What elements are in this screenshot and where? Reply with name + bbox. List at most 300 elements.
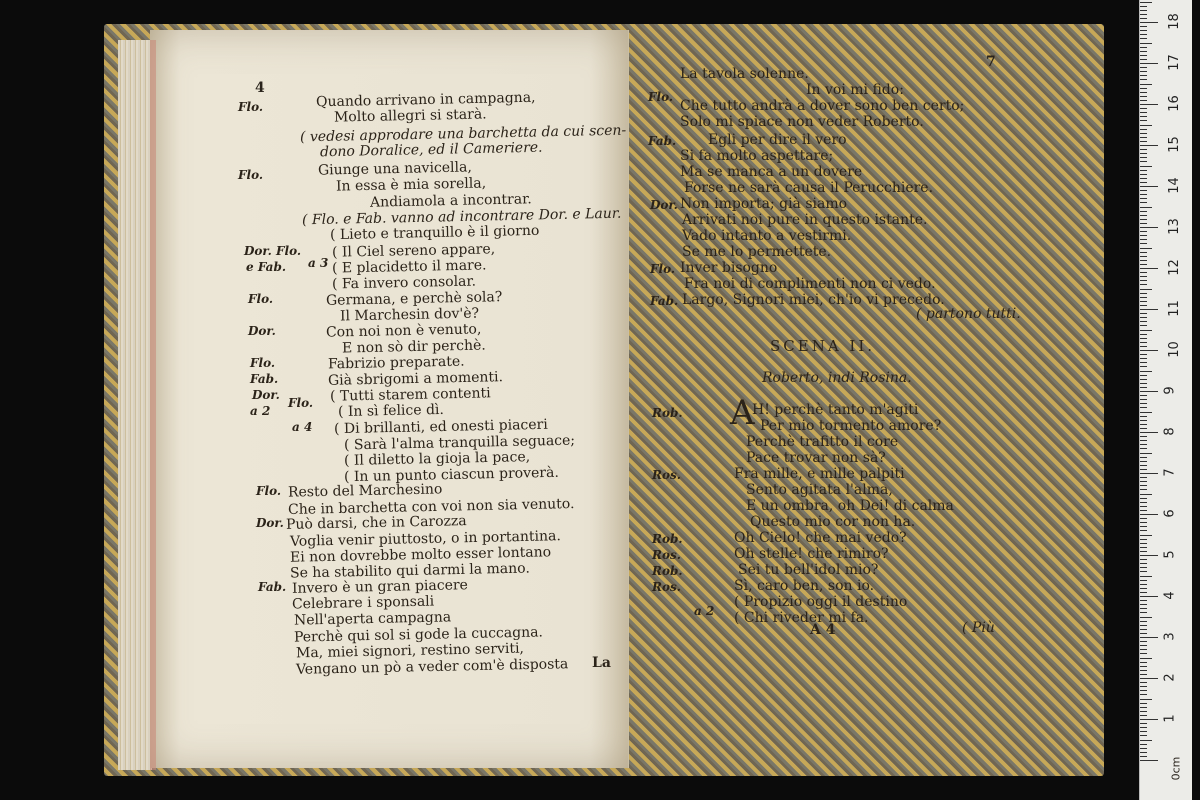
right-text-line: Roberto, indi Rosina. (762, 370, 912, 386)
left-speaker-label: a 3 (308, 256, 329, 270)
left-text-line: Con noi non è venuto, (325, 321, 482, 341)
ruler-tick (1140, 387, 1147, 388)
ruler-number: 9 (1162, 386, 1178, 395)
ruler-tick (1140, 166, 1152, 167)
ruler-tick (1140, 424, 1147, 425)
left-text-line: ( Sarà l'alma tranquilla seguace; (343, 432, 576, 454)
left-text-line: Invero è un gran piacere (291, 577, 469, 597)
ruler-tick (1140, 444, 1147, 445)
left-speaker-label: Flo. (238, 100, 264, 114)
left-speaker-label: Flo. (256, 484, 282, 498)
ruler-number: 17 (1166, 54, 1182, 71)
ruler-tick (1140, 436, 1147, 437)
left-text-line: ( Flo. e Fab. vanno ad incontrare Dor. e Laur. (301, 205, 622, 229)
ruler-tick (1140, 559, 1147, 560)
ruler-tick (1140, 256, 1147, 257)
left-text-line: Quando arrivano in campagna, (315, 89, 536, 111)
left-text-line: ( Fa invero consolar. (331, 273, 477, 293)
ruler-tick (1140, 690, 1147, 691)
ruler-tick (1140, 104, 1158, 105)
ruler-tick (1140, 600, 1147, 601)
ruler-tick (1140, 645, 1147, 646)
right-text-line: Fra noi di complimenti non ci vedo. (684, 276, 936, 292)
right-text-line: ( Propizio oggi il destino (734, 594, 908, 610)
right-speaker-label: Ros. (652, 580, 681, 594)
ruler-tick (1140, 448, 1147, 449)
ruler-tick (1140, 129, 1147, 130)
ruler-tick (1140, 653, 1147, 654)
ruler-tick (1140, 682, 1147, 683)
right-text-line: Oh Cielo! che mai vedo? (734, 530, 907, 546)
left-text-line: Resto del Marchesino (287, 481, 443, 501)
ruler-tick (1140, 96, 1147, 97)
ruler-tick (1140, 694, 1147, 695)
left-text-line: ( Tutti starem contenti (329, 385, 491, 405)
ruler-tick (1140, 264, 1147, 265)
ruler-tick (1140, 440, 1147, 441)
ruler-tick (1140, 6, 1147, 7)
ruler-tick (1140, 514, 1158, 515)
ruler-tick (1140, 498, 1147, 499)
ruler-tick (1140, 63, 1158, 64)
ruler-number: 3 (1162, 632, 1178, 641)
ruler-tick (1140, 276, 1147, 277)
right-text-line: ( Più (962, 620, 995, 636)
ruler-tick (1140, 407, 1147, 408)
ruler-tick (1140, 182, 1147, 183)
ruler-tick (1140, 379, 1147, 380)
right-text-line: Questo mio cor non ha. (750, 514, 916, 530)
page-edges (118, 40, 152, 770)
ruler-tick (1140, 141, 1147, 142)
right-text-line: Non importa; già siamo (680, 196, 848, 212)
ruler-number: 1 (1162, 714, 1178, 723)
ruler-tick (1140, 416, 1147, 417)
right-speaker-label: Flo. (648, 90, 674, 104)
ruler-tick (1140, 748, 1147, 749)
ruler-unit: 0cm (1169, 756, 1183, 781)
ruler-number: 14 (1166, 177, 1182, 194)
ruler-tick (1140, 157, 1147, 158)
ruler-tick (1140, 47, 1147, 48)
ruler-tick (1140, 231, 1147, 232)
ruler-tick (1140, 457, 1147, 458)
left-text-line: Giunge una navicella, (317, 159, 473, 179)
ruler-tick (1140, 223, 1147, 224)
ruler-tick (1140, 621, 1147, 622)
ruler-tick (1140, 686, 1147, 687)
ruler-tick (1140, 494, 1152, 495)
right-text-line: Per mio tormento amore? (760, 418, 942, 434)
left-text-line: Ma, miei signori, restino serviti, (295, 640, 525, 662)
ruler-tick (1140, 71, 1147, 72)
ruler-number: 10 (1166, 341, 1182, 358)
ruler-tick (1140, 67, 1147, 68)
ruler-tick (1140, 59, 1147, 60)
ruler-tick (1140, 662, 1147, 663)
ruler-tick (1140, 198, 1147, 199)
ruler-tick (1140, 678, 1158, 679)
left-text-line: Nell'aperta campagna (293, 609, 452, 629)
left-speaker-label: Flo. (238, 168, 264, 182)
ruler-tick (1140, 477, 1147, 478)
ruler-number: 15 (1166, 136, 1182, 153)
left-text-line: Vengano un pò a veder com'è disposta (295, 656, 569, 678)
ruler-tick (1140, 112, 1147, 113)
ruler-tick (1140, 313, 1147, 314)
ruler-tick (1140, 92, 1147, 93)
right-speaker-label: Rob. (652, 406, 683, 420)
ruler-tick (1140, 563, 1147, 564)
right-text-line: Inver bisogno (680, 260, 778, 276)
ruler-tick (1140, 473, 1158, 474)
left-text-line: Celebrare i sponsali (291, 593, 435, 613)
ruler-tick (1140, 26, 1147, 27)
ruler-tick (1140, 186, 1158, 187)
ruler-tick (1140, 711, 1147, 712)
ruler-tick (1140, 297, 1147, 298)
ruler-tick (1140, 580, 1147, 581)
ruler-tick (1140, 633, 1147, 634)
left-text-line: ( Di brillanti, ed onesti piaceri (333, 416, 548, 438)
ruler-tick (1140, 526, 1147, 527)
right-text-line: Oh stelle! che rimiro? (734, 546, 889, 562)
ruler-tick (1140, 125, 1152, 126)
ruler-tick (1140, 395, 1147, 396)
ruler-tick (1140, 465, 1147, 466)
ruler-tick (1140, 744, 1147, 745)
ruler-tick (1140, 120, 1147, 121)
right-text-line: Fra mille, e mille palpiti (734, 466, 905, 482)
ruler-number: 11 (1166, 300, 1182, 317)
right-text-line: Se me lo permettete. (682, 244, 832, 260)
right-text-line: Che tutto andrà a dover sono ben certo; (680, 98, 965, 114)
right-text-line: Vado intanto a vestirmi. (682, 228, 852, 244)
ruler-tick (1140, 481, 1147, 482)
ruler-tick (1140, 116, 1147, 117)
ruler-tick (1140, 571, 1147, 572)
ruler-tick (1140, 248, 1152, 249)
left-text-line: Germana, e perchè sola? (325, 289, 503, 309)
ruler-tick (1140, 637, 1158, 638)
ruler-tick (1140, 674, 1147, 675)
left-speaker-label: a 4 (292, 420, 313, 434)
left-text-line: ( In un punto ciascun proverà. (343, 464, 559, 486)
right-text-line: Perchè trafitto il core (746, 434, 899, 450)
ruler-tick (1140, 170, 1147, 171)
ruler-tick (1140, 658, 1152, 659)
right-text-line: H! perchè tanto m'agiti (752, 402, 919, 418)
ruler-tick (1140, 412, 1152, 413)
left-speaker-label: e Fab. (246, 260, 287, 274)
ruler-tick (1140, 727, 1147, 728)
ruler-tick (1140, 699, 1152, 700)
left-speaker-label: Fab. (250, 372, 279, 386)
ruler-tick (1140, 219, 1147, 220)
ruler-tick (1140, 243, 1147, 244)
ruler-tick (1140, 133, 1147, 134)
left-text-line: ( Il Ciel sereno appare, (331, 241, 496, 261)
ruler-tick (1140, 84, 1152, 85)
ruler-tick (1140, 567, 1147, 568)
ruler-tick (1140, 362, 1147, 363)
ruler-tick (1140, 735, 1147, 736)
ruler-tick (1140, 592, 1147, 593)
ruler-tick (1140, 535, 1152, 536)
ruler-tick (1140, 629, 1147, 630)
ruler-tick (1140, 731, 1147, 732)
ruler-tick (1140, 649, 1147, 650)
measuring-ruler (1139, 0, 1192, 800)
ruler-tick (1140, 153, 1147, 154)
right-speaker-label: Fab. (650, 294, 679, 308)
ruler-tick (1140, 10, 1147, 11)
ruler-tick (1140, 350, 1158, 351)
left-text-line: ( In sì felice dì. (337, 401, 445, 421)
ruler-tick (1140, 358, 1147, 359)
ruler-tick (1140, 239, 1147, 240)
ruler-number: 2 (1162, 673, 1178, 682)
ruler-tick (1140, 108, 1147, 109)
ruler-tick (1140, 403, 1147, 404)
ruler-number: 5 (1162, 550, 1178, 559)
ruler-tick (1140, 161, 1147, 162)
left-speaker-label: a 2 (250, 404, 271, 418)
ruler-tick (1140, 194, 1147, 195)
ruler-tick (1140, 227, 1158, 228)
ruler-tick (1140, 391, 1158, 392)
right-text-line: La tavola solenne. (680, 66, 809, 82)
ruler-tick (1140, 502, 1147, 503)
ruler-tick (1140, 608, 1147, 609)
right-text-line: A 4 (810, 622, 836, 638)
ruler-tick (1140, 43, 1152, 44)
left-speaker-label: Flo. (250, 356, 276, 370)
ruler-tick (1140, 289, 1152, 290)
right-speaker-label: Rob. (652, 564, 683, 578)
ruler-tick (1140, 371, 1152, 372)
right-text-line: Sì, caro ben, son io. (734, 578, 875, 594)
ruler-number: 13 (1166, 218, 1182, 235)
ruler-tick (1140, 284, 1147, 285)
ruler-tick (1140, 301, 1147, 302)
right-speaker-label: Ros. (652, 548, 681, 562)
ruler-tick (1140, 354, 1147, 355)
ruler-tick (1140, 190, 1147, 191)
left-corner-mark: 4 (255, 80, 265, 96)
right-text-line: E un ombra, oh Dei! di calma (746, 498, 954, 514)
left-speaker-label: Fab. (258, 580, 287, 594)
ruler-tick (1140, 207, 1152, 208)
ruler-tick (1140, 22, 1158, 23)
ruler-tick (1140, 420, 1147, 421)
ruler-tick (1140, 235, 1147, 236)
ruler-tick (1140, 38, 1147, 39)
left-text-line: ( Il diletto la gioja la pace, (343, 449, 531, 469)
ruler-tick (1140, 723, 1147, 724)
left-speaker-label: Dor. (256, 516, 284, 530)
ruler-tick (1140, 576, 1152, 577)
ruler-tick (1140, 551, 1147, 552)
ruler-tick (1140, 145, 1158, 146)
ruler-tick (1140, 485, 1147, 486)
ruler-tick (1140, 272, 1147, 273)
ruler-tick (1140, 612, 1147, 613)
ruler-number: 16 (1166, 95, 1182, 112)
right-text-line: Arrivati noi pure in questo istante. (682, 212, 928, 228)
ruler-number: 7 (1162, 468, 1178, 477)
right-text-line: Si fa molto aspettare; (680, 148, 834, 164)
ruler-tick (1140, 641, 1147, 642)
ruler-tick (1140, 178, 1147, 179)
ruler-tick (1140, 51, 1147, 52)
ruler-tick (1140, 366, 1147, 367)
ruler-tick (1140, 543, 1147, 544)
left-text-line: Ei non dovrebbe molto esser lontano (289, 544, 552, 566)
right-text-line: Sento agitata l'alma, (746, 482, 893, 498)
ruler-tick (1140, 338, 1147, 339)
left-text-line: Voglia venir piuttosto, o in portantina. (289, 528, 562, 550)
ruler-number: 12 (1166, 259, 1182, 276)
ruler-tick (1140, 252, 1147, 253)
right-text-line: Forse ne sarà causa il Perucchiere. (684, 180, 934, 196)
ruler-tick (1140, 453, 1152, 454)
ruler-tick (1140, 330, 1152, 331)
left-text-line: dono Doralice, ed il Cameriere. (319, 139, 543, 161)
ruler-tick (1140, 547, 1147, 548)
ruler-tick (1140, 211, 1147, 212)
ruler-tick (1140, 617, 1152, 618)
ruler-tick (1140, 510, 1147, 511)
ruler-tick (1140, 79, 1147, 80)
ruler-tick (1140, 334, 1147, 335)
left-speaker-label: Dor. (248, 324, 276, 338)
ruler-tick (1140, 703, 1147, 704)
ruler-tick (1140, 280, 1147, 281)
ruler-tick (1140, 346, 1147, 347)
ruler-tick (1140, 305, 1147, 306)
left-text-line: Può darsi, che in Carozza (285, 513, 467, 533)
left-text-line: In essa è mia sorella, (335, 175, 487, 195)
right-text-line: ( Chi riveder mi fa. (734, 610, 869, 626)
ruler-tick (1140, 34, 1147, 35)
ruler-tick (1140, 2, 1152, 3)
right-text-line: Sei tu bell'idol mio? (738, 562, 879, 578)
ruler-tick (1140, 399, 1147, 400)
right-text-line: Pace trovar non sà? (746, 450, 886, 466)
page-edge-stain (150, 40, 156, 770)
ruler-tick (1140, 428, 1147, 429)
ruler-tick (1140, 14, 1147, 15)
right-speaker-label: Flo. (650, 262, 676, 276)
scene-heading: SCENA II. (770, 337, 876, 355)
ruler-tick (1140, 670, 1147, 671)
left-text-line: Andiamola a incontrar. (369, 191, 532, 211)
left-speaker-label: Dor. Flo. (244, 244, 302, 258)
left-text-line: Molto allegri si starà. (333, 106, 487, 126)
ruler-tick (1140, 321, 1147, 322)
ruler-tick (1140, 740, 1152, 741)
left-text-line: ( Lieto e tranquillo è il giorno (329, 222, 540, 244)
left-text-line: Già sbrigomi a momenti. (327, 369, 504, 389)
ruler-tick (1140, 666, 1147, 667)
ruler-tick (1140, 596, 1158, 597)
right-speaker-label: Fab. (648, 134, 677, 148)
ruler-tick (1140, 88, 1147, 89)
ruler-tick (1140, 588, 1147, 589)
ruler-tick (1140, 75, 1147, 76)
right-text-line: Solo mi spiace non veder Roberto. (680, 114, 924, 130)
right-text-line: ( partono tutti. (916, 306, 1021, 322)
drop-cap: A (730, 393, 755, 433)
ruler-tick (1140, 325, 1147, 326)
ruler-tick (1140, 18, 1147, 19)
ruler-tick (1140, 719, 1158, 720)
ruler-tick (1140, 55, 1147, 56)
left-text-line: ( vedesi approdare una barchetta da cui scen- (299, 122, 627, 146)
ruler-tick (1140, 309, 1158, 310)
ruler-tick (1140, 715, 1147, 716)
left-speaker-label: Flo. (288, 396, 314, 410)
ruler-tick (1140, 625, 1147, 626)
ruler-tick (1140, 260, 1147, 261)
ruler-tick (1140, 268, 1158, 269)
ruler-tick (1140, 174, 1147, 175)
left-text-line: Perchè qui sol si gode la cuccagna. (293, 624, 544, 646)
left-text-line: Fabrizio preparate. (327, 353, 465, 373)
left-text-line: Il Marchesin dov'è? (339, 305, 480, 325)
ruler-tick (1140, 383, 1147, 384)
ruler-tick (1140, 30, 1147, 31)
right-text-line: In voi mi fido: (806, 82, 904, 98)
ruler-tick (1140, 375, 1147, 376)
right-text-line: Largo, Signori miei, ch'io vi precedo. (682, 292, 945, 308)
ruler-tick (1140, 756, 1147, 757)
left-speaker-label: Dor. (252, 388, 280, 402)
ruler-tick (1140, 293, 1147, 294)
ruler-tick (1140, 584, 1147, 585)
ruler-number: 4 (1162, 591, 1178, 600)
catchword: La (592, 655, 611, 671)
ruler-tick (1140, 469, 1147, 470)
ruler-tick (1140, 518, 1147, 519)
ruler-tick (1140, 461, 1147, 462)
ruler-tick (1140, 539, 1147, 540)
ruler-number: 8 (1162, 427, 1178, 436)
ruler-tick (1140, 100, 1147, 101)
right-text-line: Egli per dire il vero (708, 132, 847, 148)
right-speaker-label: Rob. (652, 532, 683, 546)
right-speaker-label: a 2 (694, 604, 715, 618)
right-text-line: Ma se manca a un dovere (680, 164, 863, 180)
ruler-tick (1140, 137, 1147, 138)
ruler-tick (1140, 555, 1158, 556)
ruler-number: 18 (1166, 13, 1182, 30)
left-text-line: Che in barchetta con voi non sia venuto. (287, 496, 575, 518)
ruler-tick (1140, 760, 1158, 761)
ruler-tick (1140, 202, 1147, 203)
ruler-tick (1140, 342, 1147, 343)
right-page-number: 7 (986, 54, 996, 70)
left-text-line: Se ha stabilito qui darmi la mano. (289, 560, 531, 582)
ruler-tick (1140, 506, 1147, 507)
ruler-tick (1140, 530, 1147, 531)
ruler-tick (1140, 707, 1147, 708)
ruler-tick (1140, 489, 1147, 490)
right-speaker-label: Dor. (650, 198, 678, 212)
left-speaker-label: Flo. (248, 292, 274, 306)
ruler-tick (1140, 317, 1147, 318)
